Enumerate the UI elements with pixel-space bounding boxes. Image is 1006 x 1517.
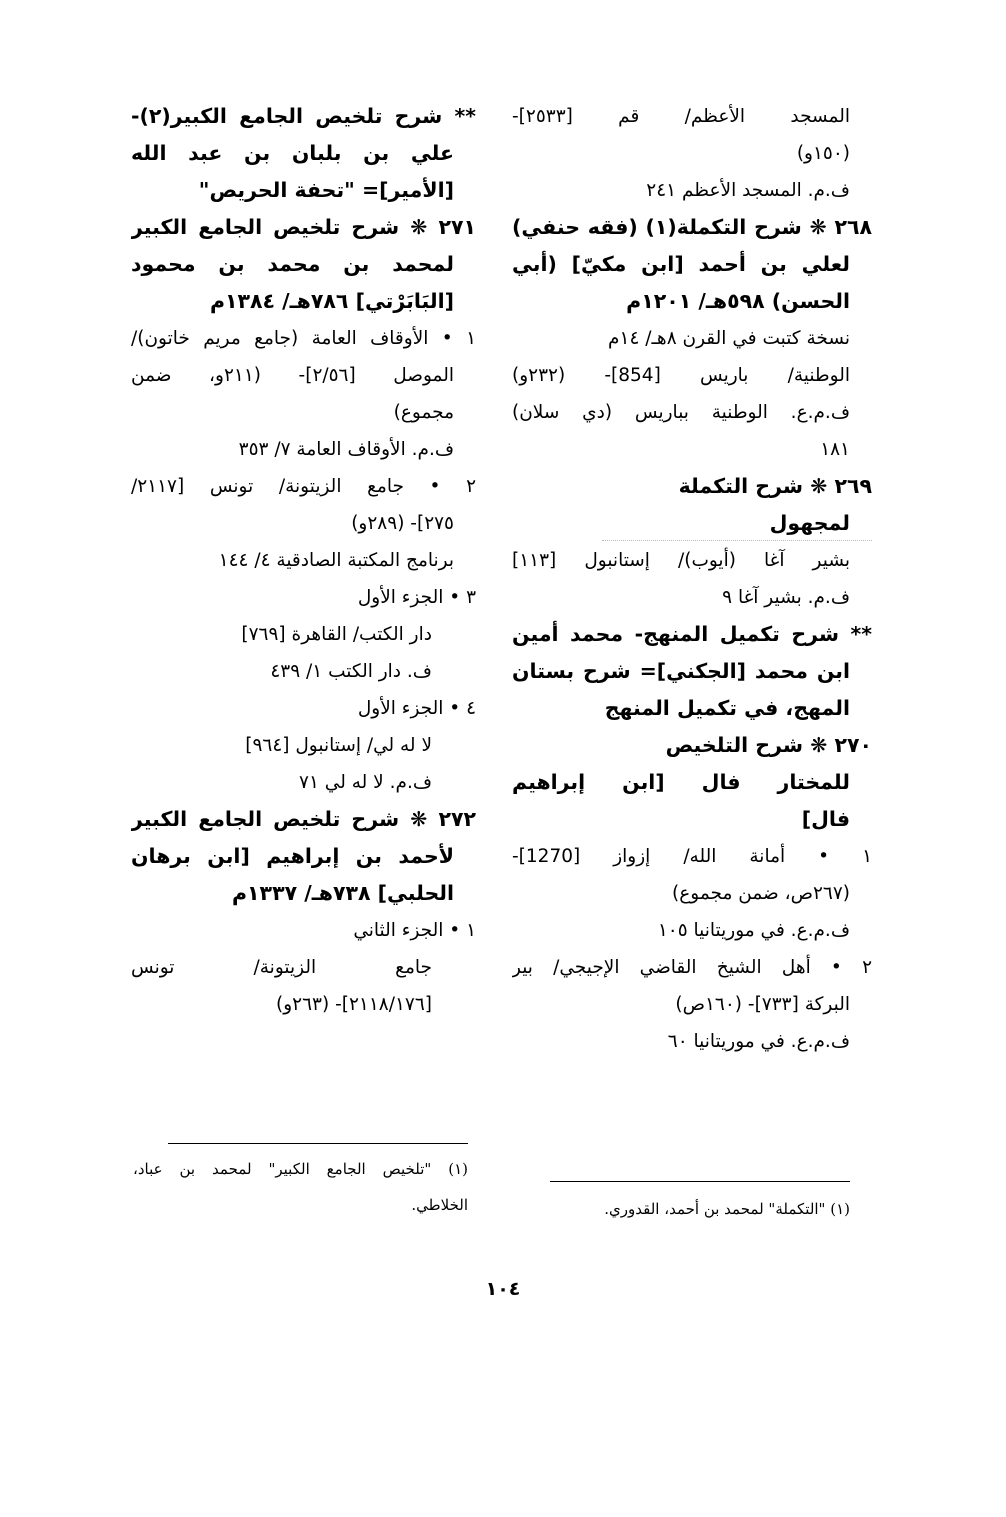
left-column-line: ١ • الأوقاف العامة (جامع مريم خاتون)/ [131, 328, 476, 349]
right-column-line: البركة [٧٣٣]- (١٦٠ص) [675, 994, 850, 1015]
right-column-line: الحسن) ٥٩٨هـ/ ١٢٠١م [626, 289, 850, 313]
right-column-line: ابن محمد [الجكني]= شرح بستان [512, 659, 850, 683]
right-column-line: ٢٦٩ ❋ شرح التكملة [678, 474, 872, 498]
right-column-line: ف.م.ع. الوطنية بباريس (دي سلان) [512, 402, 850, 423]
right-column-line: (٢٦٧ص، ضمن مجموع) [672, 883, 850, 904]
right-column-line: فال] [801, 807, 850, 831]
right-column [512, 98, 872, 1060]
left-column-line: جامع الزيتونة/ تونس [131, 957, 432, 978]
right-column-line: ف.م. بشير آغا ٩ [722, 587, 850, 608]
left-column-line: علي بن بلبان بن عبد الله [131, 141, 454, 165]
left-column-line: ٣ • الجزء الأول [357, 587, 476, 608]
scan-artifact-line [602, 540, 872, 541]
left-column-line: ١ • الجزء الثاني [353, 920, 476, 941]
footnote-right: (١) "التكملة" لمحمد بن أحمد، القدوري. [604, 1200, 850, 1218]
left-column-line: ٢ • جامع الزيتونة/ تونس [٢١١٧/ [131, 476, 476, 497]
left-column-line: لا له لي/ إستانبول [٩٦٤] [245, 735, 432, 756]
left-column-line: ٢٧٥]- (٢٨٩و) [351, 513, 454, 534]
left-column-line: الحلبي] ٧٣٨هـ/ ١٣٣٧م [232, 881, 454, 905]
page-number: ١٠٤ [485, 1278, 521, 1300]
left-column-line: [البَابَرْتي] ٧٨٦هـ/ ١٣٨٤م [209, 289, 454, 313]
left-column-line: ف. دار الكتب ١/ ٤٣٩ [270, 661, 432, 682]
right-column-line: نسخة كتبت في القرن ٨هـ/ ١٤م [608, 328, 850, 349]
right-column-line: المهج، في تكميل المنهج [604, 696, 850, 720]
right-column-line: ٢٦٨ ❋ شرح التكملة(١) (فقه حنفي) [512, 215, 872, 239]
footnote-left-line1: (١) "تلخيص الجامع الكبير" لمحمد بن عباد، [133, 1160, 468, 1178]
right-column-line: ٢٧٠ ❋ شرح التلخيص [665, 733, 872, 757]
footnote-left-line2: الخلاطي. [411, 1196, 468, 1214]
left-column-line: ٤ • الجزء الأول [357, 698, 476, 719]
left-column-line: لمحمد بن محمد بن محمود [131, 252, 454, 276]
right-column-line: ف.م.ع. في موريتانيا ٦٠ [667, 1031, 850, 1052]
left-column-line: [الأمير]= "تحفة الحريص" [198, 178, 454, 202]
left-column-line: برنامج المكتبة الصادقية ٤/ ١٤٤ [218, 550, 454, 571]
left-column-line: دار الكتب/ القاهرة [٧٦٩] [241, 624, 432, 645]
right-column-line: للمختار فال [ابن إبراهيم [512, 770, 850, 794]
left-column-line: لأحمد بن إبراهيم [ابن برهان [131, 844, 454, 868]
right-column-line: لعلي بن أحمد [ابن مكيّ] (أبي [512, 252, 850, 276]
right-column-line: ١ • أمانة الله/ إزواز [1270]- [512, 846, 872, 867]
footnote-rule-right [550, 1181, 850, 1182]
left-column-line: مجموع) [393, 402, 454, 423]
left-column-line: ** شرح تلخيص الجامع الكبير(٢)- [131, 104, 476, 128]
right-column-line: ٢ • أهل الشيخ القاضي الإجيجي/ بير [512, 957, 872, 978]
footnote-rule-left [168, 1143, 468, 1144]
right-column-line: المسجد الأعظم/ قم [٢٥٣٣]- [512, 106, 850, 127]
left-column-line: الموصل [٢/٥٦]- (٢١١و، ضمن [131, 365, 454, 386]
right-column-line: ف.م.ع. في موريتانيا ١٠٥ [657, 920, 850, 941]
left-column-line: ف.م. لا له لي ٧١ [299, 772, 432, 793]
left-column-line: ٢٧٢ ❋ شرح تلخيص الجامع الكبير [131, 807, 476, 831]
right-column-line: ف.م. المسجد الأعظم ٢٤١ [646, 180, 850, 201]
right-column-line: لمجهول [769, 511, 850, 535]
right-column-line: ١٨١ [820, 439, 850, 460]
right-column-line: (١٥٠و) [796, 143, 850, 164]
left-column [131, 98, 476, 1023]
left-column-line: [٢١١٨/١٧٦]- (٢٦٣و) [276, 994, 432, 1015]
right-column-line: بشير آغا (أيوب)/ إستانبول [١١٣] [512, 550, 850, 571]
right-column-line: الوطنية/ باريس [854]- (٢٣٢و) [512, 365, 850, 386]
right-column-line: ** شرح تكميل المنهج- محمد أمين [512, 622, 872, 646]
left-column-line: ٢٧١ ❋ شرح تلخيص الجامع الكبير [131, 215, 476, 239]
left-column-line: ف.م. الأوقاف العامة ٧/ ٣٥٣ [238, 439, 454, 460]
